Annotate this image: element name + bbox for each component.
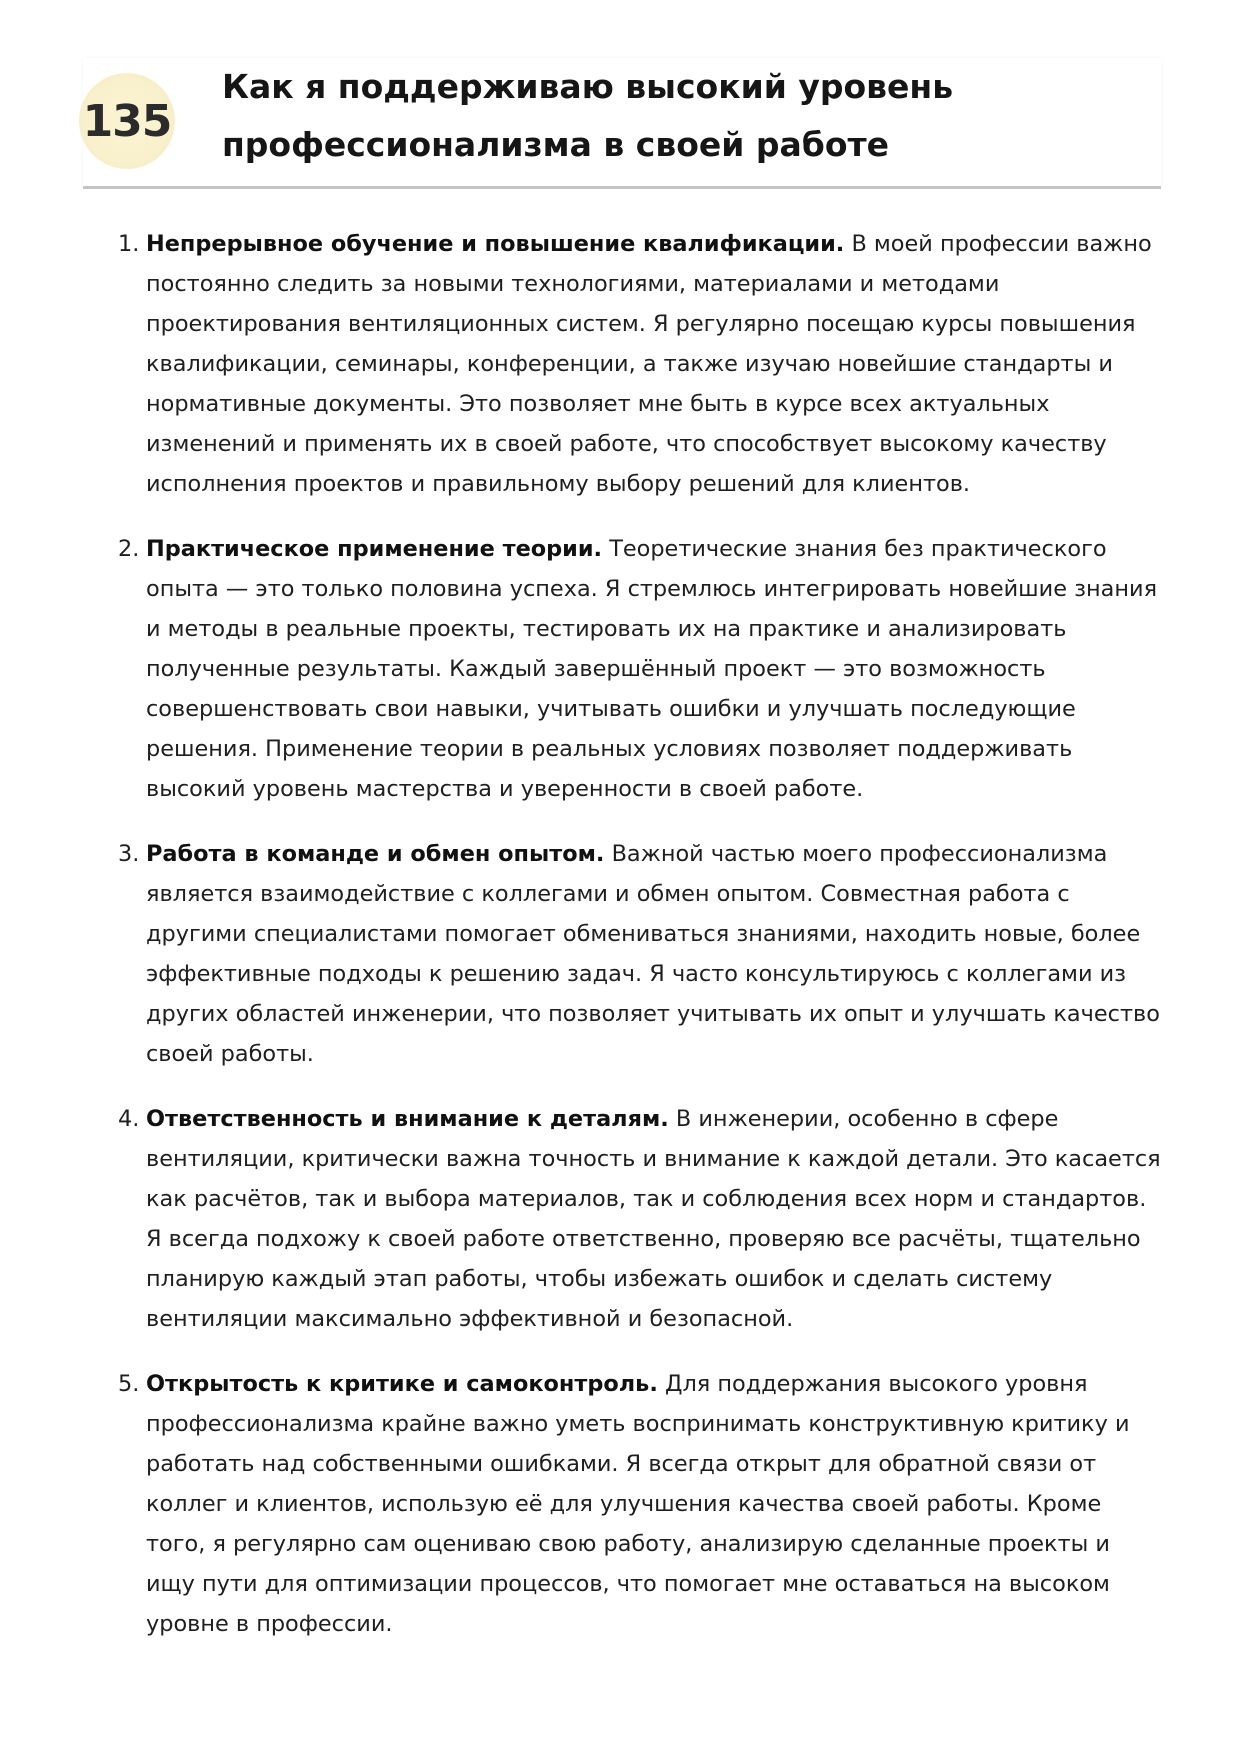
chapter-number-badge: 135 bbox=[79, 73, 175, 169]
list-item bbox=[113, 224, 1163, 504]
list-item bbox=[113, 1099, 1163, 1339]
list-item bbox=[113, 1364, 1163, 1644]
list-item bbox=[113, 834, 1163, 1074]
header-divider bbox=[83, 186, 1161, 189]
item-lead: Ответственность и внимание к деталям. bbox=[146, 1106, 669, 1132]
item-text: В моей профессии важно постоянно следить за новыми технологиями, материалами и методами проектирования вентиляционных систем. Я регулярно посещаю курсы повышения квалификации, семинары, конференции, а также изучаю новейшие стандарты и нормативные документы. Это позволяет мне быть в курсе всех актуальных изменений и применять их в своей работе, что способствует высокому качеству исполнения проектов и правильному выбору решений для клиентов. bbox=[146, 231, 1152, 497]
item-number: 2. bbox=[118, 536, 140, 562]
item-number: 5. bbox=[118, 1371, 140, 1397]
article-body bbox=[113, 224, 1163, 1669]
item-lead: Работа в команде и обмен опытом. bbox=[146, 841, 605, 867]
item-number: 1. bbox=[118, 231, 140, 257]
item-text: Теоретические знания без практического опыта — это только половина успеха. Я стремлюсь интегрировать новейшие знания и методы в реальные проекты, тестировать их на практике и анализировать полученные результаты. Каждый завершённый проект — это возможность совершенствовать свои навыки, учитывать ошибки и улучшать последующие решения. Применение теории в реальных условиях позволяет поддерживать высокий уровень мастерства и уверенности в своей работе. bbox=[146, 536, 1158, 802]
page-title: Как я поддерживаю высокий уровень профессионализма в своей работе bbox=[222, 67, 954, 164]
item-lead: Практическое применение теории. bbox=[146, 536, 603, 562]
item-lead: Открытость к критике и самоконтроль. bbox=[146, 1371, 658, 1397]
item-text: Для поддержания высокого уровня профессионализма крайне важно уметь воспринимать конструктивную критику и работать над собственными ошибками. Я всегда открыт для обратной связи от коллег и клиентов, использую её для улучшения качества своей работы. Кроме того, я регулярно сам оцениваю свою работу, анализирую сделанные проекты и ищу пути для оптимизации процессов, что помогает мне оставаться на высоком уровне в профессии. bbox=[146, 1371, 1130, 1637]
item-text: В инженерии, особенно в сфере вентиляции, критически важна точность и внимание к каждой детали. Это касается как расчётов, так и выбора материалов, так и соблюдения всех норм и стандартов. Я всегда подхожу к своей работе ответственно, проверяю все расчёты, тщательно планирую каждый этап работы, чтобы избежать ошибок и сделать систему вентиляции максимально эффективной и безопасной. bbox=[146, 1106, 1161, 1332]
list-item bbox=[113, 529, 1163, 809]
item-text: Важной частью моего профессионализма является взаимодействие с коллегами и обмен опытом. Совместная работа с другими специалистами помогает обмениваться знаниями, находить новые, более эффективные подходы к решению задач. Я часто консультируюсь с коллегами из других областей инженерии, что позволяет учитывать их опыт и улучшать качество своей работы. bbox=[146, 841, 1160, 1067]
item-number: 4. bbox=[118, 1106, 140, 1132]
item-number: 3. bbox=[118, 841, 140, 867]
item-lead: Непрерывное обучение и повышение квалификации. bbox=[146, 231, 845, 257]
numbered-list bbox=[113, 224, 1163, 1644]
